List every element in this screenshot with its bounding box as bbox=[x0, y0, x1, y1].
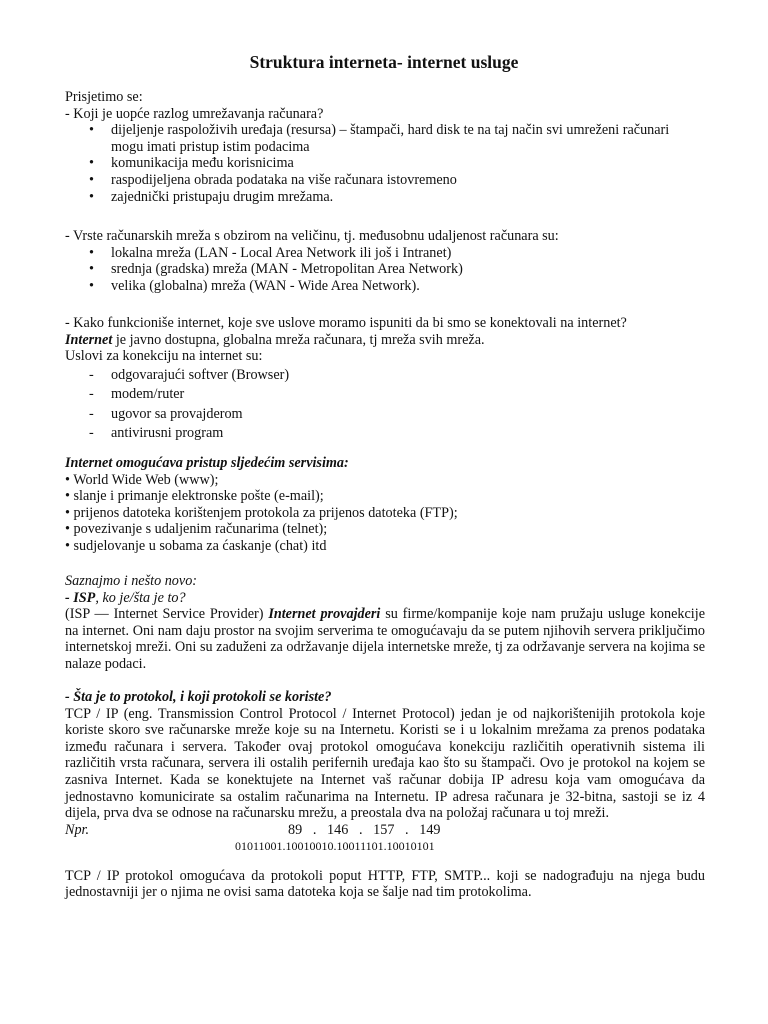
section-heading: - Šta je to protokol, i koji protokoli se koriste? bbox=[65, 689, 332, 705]
bullet-icon: • bbox=[65, 504, 70, 521]
isp-intro: Saznajmo i nešto novo: bbox=[65, 573, 198, 589]
list-item: • komunikacija među korisnicima bbox=[89, 155, 294, 172]
section-heading: Internet omogućava pristup sljedećim servisima: bbox=[65, 455, 349, 471]
protocol-paragraph: TCP / IP (eng. Transmission Control Protocol / Internet Protocol) jedan je od najkorištenijih protokola koje koriste skoro sve računarske mreže koje su na Internetu. Koristi se i u lokalnim mrežama za prenos podataka između računara i servera. Također ovaj protokol omogućava konekciju različitih operativnih sistema ili različitih vrsta računara, servera ili ostalih perifernih uređaja kao što su štampači. Ovo je protokol na kojem se zasniva Internet. Kada se konektujete na Internet vaš računar dobija IP adresu koja vam omogućava da jednostavno komunicirate sa ostalim računarima na Internetu. IP adresa računara je 32-bitna, sastoji se iz 4 dijela, prva dva se odnose na računarsku mrežu, a preostala dva na položaj računara u toj mreži. bbox=[65, 705, 705, 822]
list-item: - ugovor sa provajderom bbox=[89, 405, 243, 422]
conditions-heading: Uslovi za konekciju na internet su: bbox=[65, 348, 263, 365]
ip-example bbox=[65, 822, 705, 838]
isp-paragraph: (ISP — Internet Service Provider) Internet provajderi su firme/kompanije koje nam pružaju usluge konekcije na internet. Oni nam daju prostor na svojim serverima te omogućavaju da se putem njihovih servera priključimo internetskoj mreži. Oni su zaduženi za održavanje dijela internetske mreže, tj za održavanje servera na kojima se nalaze podaci. bbox=[65, 606, 705, 672]
bullet-icon: • bbox=[89, 122, 94, 139]
isp-section bbox=[65, 573, 705, 673]
bullet-icon: • bbox=[89, 188, 94, 205]
list-item: • srednja (gradska) mreža (MAN - Metropolitan Area Network) bbox=[89, 261, 463, 278]
intro-section bbox=[65, 89, 705, 205]
bullet-icon: • bbox=[89, 261, 94, 278]
dash-marker: - bbox=[89, 366, 94, 383]
list-item: - modem/ruter bbox=[89, 386, 185, 403]
section-heading: - Kako funkcioniše internet, koje sve uslove moramo ispuniti da bi smo se konektovali na internet? bbox=[65, 315, 627, 331]
list-item: • prijenos datoteka korištenjem protokola za prijenos datoteka (FTP); bbox=[65, 504, 458, 521]
list-item: • povezivanje s udaljenim računarima (telnet); bbox=[65, 521, 328, 538]
list-item: • World Wide Web (www); bbox=[65, 471, 219, 488]
list-item: • sudjelovanje u sobama za ćaskanje (chat) itd bbox=[65, 537, 327, 554]
bullet-icon: • bbox=[89, 277, 94, 294]
dash-marker: - bbox=[89, 386, 94, 403]
ip-address: 89 . 146 . 157 . 149 bbox=[288, 821, 441, 838]
binary-row bbox=[65, 838, 705, 868]
dash-marker: - bbox=[89, 425, 94, 442]
dash-marker: - bbox=[89, 405, 94, 422]
list-item: • slanje i primanje elektronske pošte (e-mail); bbox=[65, 488, 324, 505]
internet-section bbox=[65, 315, 705, 445]
example-label: Npr. bbox=[65, 821, 90, 838]
list-item: • zajednički pristupaju drugim mrežama. bbox=[89, 188, 334, 205]
page-title: Struktura interneta- internet usluge bbox=[249, 52, 519, 72]
list-item: • raspodijeljena obrada podataka na više računara istovremeno bbox=[89, 171, 457, 188]
network-types-section bbox=[65, 228, 705, 294]
list-item: • velika (globalna) mreža (WAN - Wide Area Network). bbox=[89, 277, 420, 294]
section-heading: - ISP, ko je/šta je to? bbox=[65, 589, 186, 606]
bullet-icon: • bbox=[65, 537, 70, 554]
bullet-icon: • bbox=[89, 244, 94, 261]
bullet-icon: • bbox=[89, 171, 94, 188]
bullet-icon: • bbox=[89, 155, 94, 172]
ip-binary: 01011001.10010010.10011101.10010101 bbox=[235, 838, 435, 853]
internet-definition: Internet je javno dostupna, globalna mreža računara, tj mreža svih mreža. bbox=[65, 331, 485, 348]
services-section bbox=[65, 455, 705, 555]
list-item: - odgovarajući softver (Browser) bbox=[89, 366, 290, 383]
intro-label: Prisjetimo se: bbox=[65, 89, 143, 105]
list-item: - antivirusni program bbox=[89, 425, 224, 442]
bullet-icon: • bbox=[65, 471, 70, 488]
section-heading: - Vrste računarskih mreža s obzirom na veličinu, tj. međusobnu udaljenost računara su: bbox=[65, 228, 559, 244]
bullet-icon: • bbox=[65, 521, 70, 538]
list-item: • lokalna mreža (LAN - Local Area Network ili još i Intranet) bbox=[89, 244, 452, 261]
bullet-icon: • bbox=[65, 488, 70, 505]
intro-question: - Koji je uopće razlog umrežavanja računara? bbox=[65, 105, 324, 122]
closing-paragraph: TCP / IP protokol omogućava da protokoli poput HTTP, FTP, SMTP... koji se nadograđuju na njega budu jednostavniji jer o njima ne ovisi sama datoteka koja se šalje nad tim protokolima. bbox=[65, 867, 705, 901]
list-item: • dijeljenje raspoloživih uređaja (resursa) – štampači, hard disk te na taj način svi umreženi računari mogu imati pristup istim podacima bbox=[89, 122, 670, 155]
protocol-section bbox=[65, 689, 705, 901]
